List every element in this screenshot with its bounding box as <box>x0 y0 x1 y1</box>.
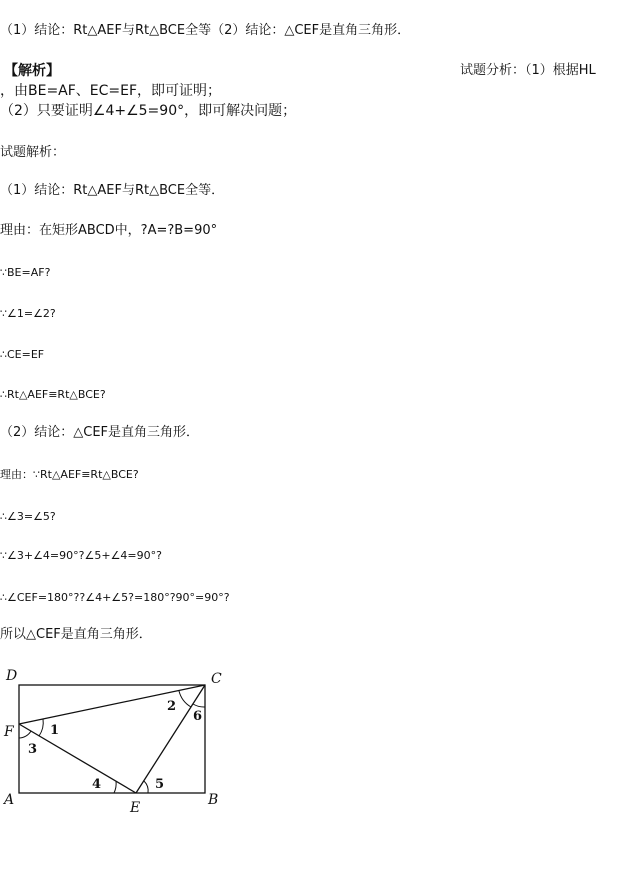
part2-step-1: ∴∠3=∠5? <box>0 510 56 523</box>
angle-label-4: 4 <box>92 777 102 792</box>
part1-step-2: ∵∠1=∠2? <box>0 307 56 320</box>
angle-3-arc <box>19 731 31 738</box>
part1-step-1: ∵BE=AF? <box>0 266 51 279</box>
angle-label-1: 1 <box>50 723 60 738</box>
angle-1-arc <box>39 719 43 736</box>
part2-step-3: ∴∠CEF=180°??∠4+∠5?=180°?90°=90°? <box>0 591 230 604</box>
angle-label-3: 3 <box>28 742 38 757</box>
vertex-c: C <box>211 671 222 687</box>
part2-reason: 理由：∵Rt△AEF≡Rt△BCE? <box>0 468 139 481</box>
segment-fc <box>19 685 205 724</box>
vertex-e: E <box>130 800 141 816</box>
angle-label-5: 5 <box>155 777 165 792</box>
part1-reason: 理由：在矩形ABCD中，?A=?B=90° <box>0 223 218 238</box>
angle-2-arc <box>179 691 191 707</box>
part2-heading: （2）结论：△CEF是直角三角形． <box>0 425 200 440</box>
analysis-line-2: （2）只要证明∠4+∠5=90°，即可解决问题； <box>0 103 297 119</box>
part2-step-2: ∵∠3+∠4=90°?∠5+∠4=90°? <box>0 549 162 562</box>
vertex-d: D <box>6 668 18 684</box>
rectangle-abcd <box>19 685 205 793</box>
solution-label: 试题解析： <box>0 145 66 160</box>
analysis-line-1: ，由BE=AF、EC=EF，即可证明； <box>0 83 222 99</box>
analysis-label: 【解析】 <box>4 63 60 79</box>
angle-6-arc <box>193 704 205 707</box>
vertex-f: F <box>4 724 14 740</box>
angle-5-arc <box>144 781 148 793</box>
geometry-figure <box>0 664 240 819</box>
angle-label-6: 6 <box>193 709 203 724</box>
part1-step-3: ∴CE=EF <box>0 348 45 361</box>
conclusion-line: （1）结论：Rt△AEF与Rt△BCE全等（2）结论：△CEF是直角三角形． <box>0 23 411 38</box>
vertex-b: B <box>208 792 219 808</box>
angle-4-arc <box>114 781 116 793</box>
angle-label-2: 2 <box>167 699 177 714</box>
segment-fe <box>19 724 136 793</box>
part1-heading: （1）结论：Rt△AEF与Rt△BCE全等． <box>0 183 225 198</box>
final-line: 所以△CEF是直角三角形． <box>0 627 152 642</box>
vertex-a: A <box>4 792 15 808</box>
part1-step-4: ∴Rt△AEF≡Rt△BCE? <box>0 388 106 401</box>
analysis-intro: 试题分析：（1）根据HL <box>460 63 596 78</box>
